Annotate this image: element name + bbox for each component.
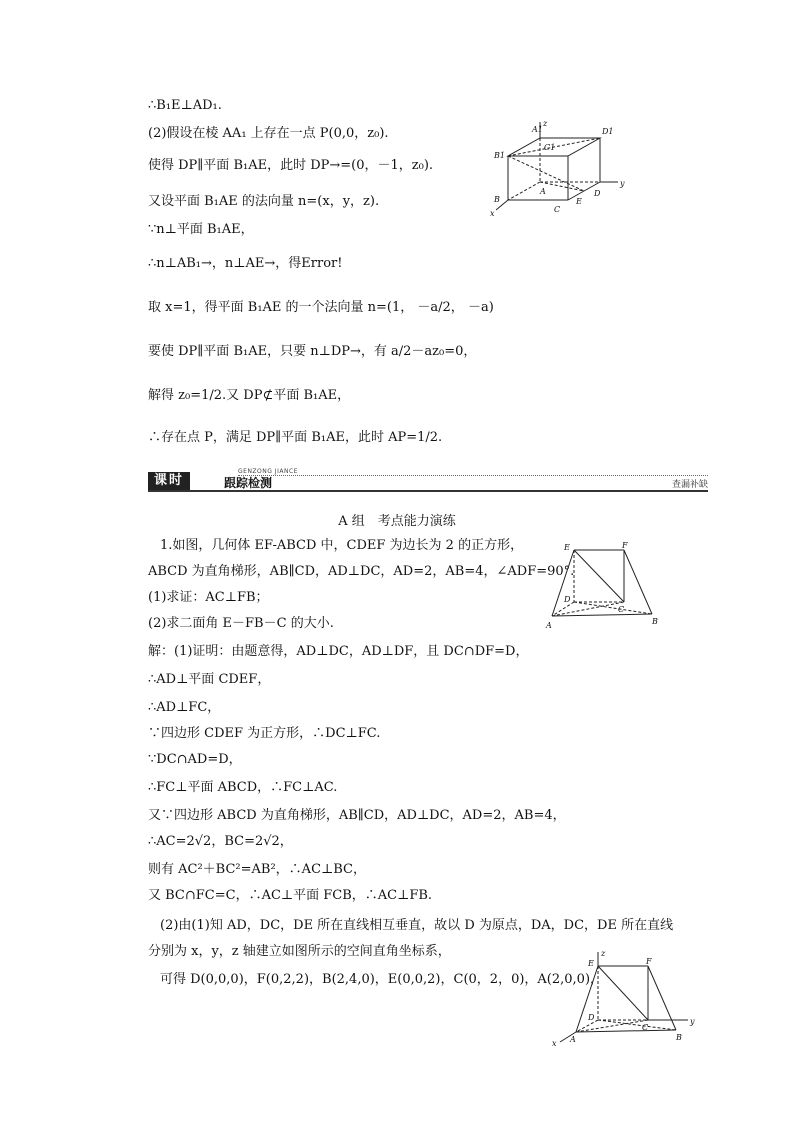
- solution-line-7: 又∵四边形 ABCD 为直角梯形，AB∥CD，AD⊥DC，AD=2，AB=4，: [148, 808, 566, 823]
- banner-right-label: 查漏补缺: [671, 480, 708, 490]
- line-n-perp-plane: ∵n⊥平面 B₁AE，: [148, 222, 254, 237]
- trapezoid-figure-2: [548, 948, 698, 1048]
- svg-text:C: C: [554, 205, 561, 214]
- line-normal-vector: 又设平面 B₁AE 的法向量 n=(x，y，z).: [148, 194, 380, 209]
- svg-text:B: B: [652, 617, 658, 626]
- banner-subtitle: GENZONG JIANCE: [238, 468, 298, 475]
- cube-figure: [488, 118, 628, 218]
- svg-text:C: C: [642, 1023, 649, 1032]
- banner-title: 跟踪检测: [224, 476, 273, 490]
- solution-line-4: ∵四边形 CDEF 为正方形，∴DC⊥FC.: [148, 726, 381, 741]
- svg-text:E: E: [588, 959, 594, 968]
- line-n-perp-ab1: ∴n⊥AB₁→，n⊥AE→，得Error!: [148, 256, 343, 271]
- solution-line-1: 解：(1)证明：由题意得，AD⊥DC，AD⊥DF，且 DC∩DF=D，: [148, 644, 529, 659]
- svg-text:B1: B1: [494, 151, 505, 160]
- svg-text:C1: C1: [544, 143, 556, 152]
- svg-text:D1: D1: [602, 127, 614, 136]
- svg-text:F: F: [646, 957, 652, 966]
- line-dp-parallel: 使得 DP∥平面 B₁AE，此时 DP→=(0，－1，z₀).: [148, 158, 434, 173]
- solution-line-2: ∴AD⊥平面 CDEF，: [148, 672, 271, 687]
- svg-text:z: z: [543, 119, 548, 128]
- svg-text:D: D: [594, 189, 601, 198]
- svg-text:C: C: [618, 605, 625, 614]
- svg-text:A1: A1: [532, 125, 543, 134]
- svg-text:D: D: [588, 1013, 595, 1022]
- solution-line-10: 又 BC∩FC=C，∴AC⊥平面 FCB，∴AC⊥FB.: [148, 888, 433, 903]
- solution-line-5: ∵DC∩AD=D，: [148, 752, 242, 767]
- svg-text:x: x: [490, 209, 495, 218]
- section-heading: A 组 考点能力演练: [338, 514, 456, 529]
- svg-text:A: A: [540, 187, 546, 196]
- banner-dotted-rule: [238, 475, 708, 476]
- tracking-banner: [148, 468, 708, 492]
- line-assume-p: (2)假设在棱 AA₁ 上存在一点 P(0,0，z₀).: [148, 126, 389, 141]
- line-solve-z0: 解得 z₀=1/2.又 DP⊄平面 B₁AE，: [148, 388, 351, 403]
- line-require: 要使 DP∥平面 B₁AE，只要 n⊥DP→，有 a/2－az₀=0，: [148, 344, 477, 359]
- svg-text:y: y: [620, 179, 625, 188]
- solution-line-13: 可得 D(0,0,0)，F(0,2,2)，B(2,4,0)，E(0,0,2)，C(0，2，0)，A(2,0,0)，: [160, 972, 604, 987]
- solution-line-12: 分别为 x，y，z 轴建立如图所示的空间直角坐标系，: [148, 944, 451, 959]
- svg-text:E: E: [564, 543, 570, 552]
- svg-text:E: E: [576, 197, 582, 206]
- banner-rule: [148, 490, 708, 492]
- svg-text:z: z: [601, 949, 606, 958]
- solution-line-9: 则有 AC²＋BC²=AB²，∴AC⊥BC，: [148, 862, 366, 877]
- solution-line-6: ∴FC⊥平面 ABCD，∴FC⊥AC.: [148, 780, 338, 795]
- solution-line-3: ∴AD⊥FC，: [148, 700, 221, 715]
- problem-line-2: ABCD 为直角梯形，AB∥CD，AD⊥DC，AD=2，AB=4，∠ADF=90°.: [148, 564, 575, 579]
- svg-text:B: B: [494, 195, 500, 204]
- svg-text:F: F: [622, 541, 628, 550]
- solution-line-11: (2)由(1)知 AD，DC，DE 所在直线相互垂直，故以 D 为原点，DA，DC，DE 所在直线: [160, 918, 674, 933]
- svg-text:D: D: [564, 595, 571, 604]
- problem-part-2: (2)求二面角 E－FB－C 的大小.: [148, 616, 334, 631]
- svg-text:A: A: [546, 621, 552, 630]
- svg-text:x: x: [552, 1039, 557, 1048]
- line-b1e-perp: ∴B₁E⊥AD₁.: [148, 98, 222, 113]
- problem-line-1: 1.如图，几何体 EF-ABCD 中，CDEF 为边长为 2 的正方形，: [160, 538, 524, 553]
- line-exists-p: ∴存在点 P，满足 DP∥平面 B₁AE，此时 AP=1/2.: [148, 430, 443, 445]
- line-take-x1: 取 x=1，得平面 B₁AE 的一个法向量 n=(1， －a/2， －a): [148, 300, 494, 315]
- banner-tag: 课时: [148, 472, 190, 490]
- problem-part-1: (1)求证：AC⊥FB；: [148, 590, 269, 605]
- svg-text:B: B: [676, 1033, 682, 1042]
- trapezoid-figure-1: [544, 540, 664, 630]
- svg-text:y: y: [690, 1017, 695, 1026]
- svg-text:A: A: [570, 1035, 576, 1044]
- solution-line-8: ∴AC=2√2，BC=2√2，: [148, 834, 293, 849]
